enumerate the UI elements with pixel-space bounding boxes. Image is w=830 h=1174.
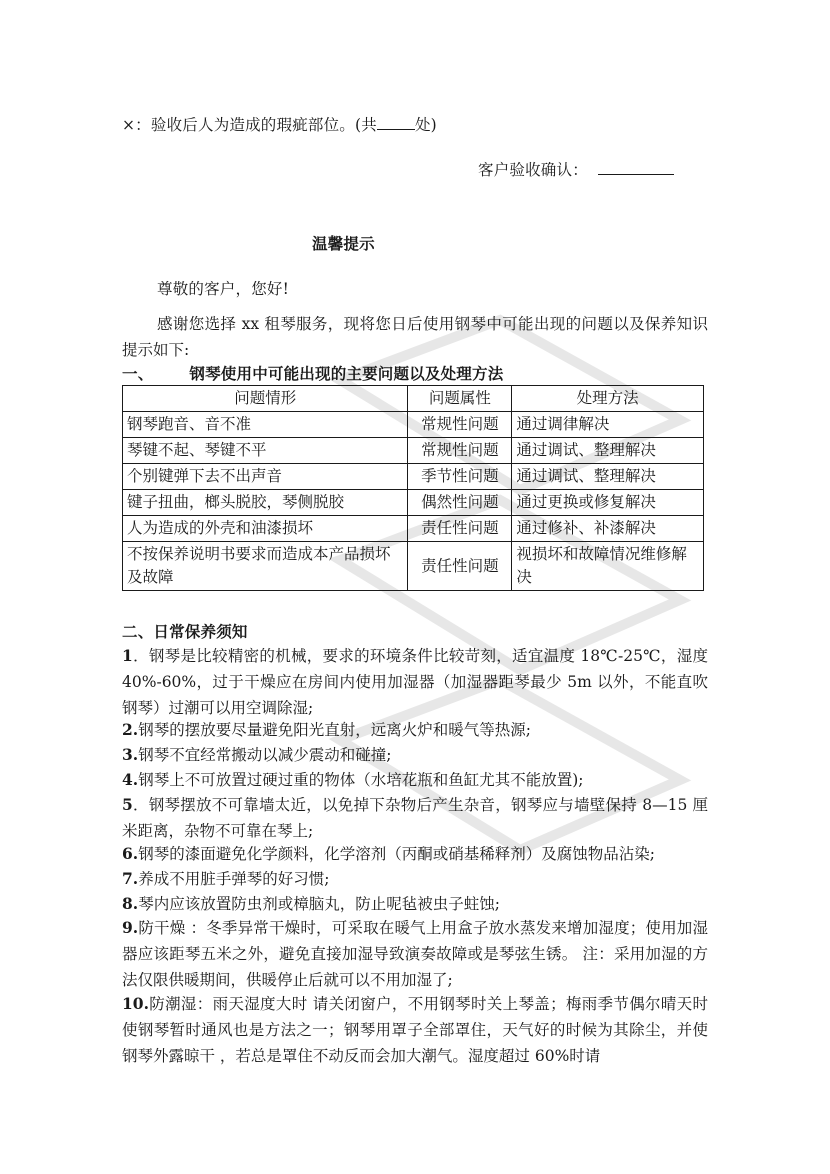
defect-line-suffix: 处) (414, 116, 437, 134)
care-item-7 (122, 866, 708, 892)
section1-heading (122, 362, 503, 384)
cell-situation: 钢琴跑音、音不准 (123, 412, 408, 438)
care-item-text: 防潮湿：雨天湿度大时 请关闭窗户，不用钢琴时关上琴盖；梅雨季节偶尔晴天时使钢琴暂时通风也是方法之一；钢琴用罩子全部罩住，天气好的时候为其除尘，并使钢琴外露晾干 ，若总是罩住不动反而会加大潮气。湿度超过 60%时请 (122, 995, 708, 1065)
cell-solution: 视损坏和故障情况维修解决 (512, 542, 704, 591)
defect-count-blank[interactable] (377, 129, 415, 130)
table-row (123, 412, 704, 438)
care-item-text: 钢琴不宜经常搬动以减少震动和碰撞; (138, 746, 392, 764)
care-item-number: 1 (122, 646, 133, 665)
care-item-text: ．钢琴摆放不可靠墙太近，以免掉下杂物后产生杂音，钢琴应与墙壁保持 8—15 厘米距离，杂物不可靠在琴上; (122, 796, 708, 840)
cell-solution: 通过更换或修复解决 (512, 490, 704, 516)
section1-heading-text: 钢琴使用中可能出现的主要问题以及处理方法 (189, 365, 504, 383)
section1-heading-num: 一、 (122, 365, 154, 383)
cell-type: 责任性问题 (408, 542, 512, 591)
cell-situation: 琴键不起、琴键不平 (123, 438, 408, 464)
cell-type: 季节性问题 (408, 464, 512, 490)
cell-solution: 通过调试、整理解决 (512, 464, 704, 490)
care-item-text: 养成不用脏手弹琴的好习惯; (138, 870, 330, 888)
notice-title: 温馨提示 (312, 235, 375, 253)
customer-signature-blank[interactable] (598, 174, 674, 175)
care-item-number: 6. (122, 844, 139, 863)
customer-confirm-label: 客户验收确认： (478, 161, 588, 179)
care-item-number: 10. (122, 994, 149, 1013)
care-item-5 (122, 792, 708, 844)
table-header-row (123, 386, 704, 412)
care-item-6 (122, 841, 708, 867)
care-item-text: 琴内应该放置防虫剂或樟脑丸，防止呢毡被虫子蛀蚀; (138, 895, 500, 913)
care-item-text: 钢琴的漆面避免化学颜料，化学溶剂（丙酮或硝基稀释剂）及腐蚀物品沾染; (138, 845, 655, 863)
care-item-number: 8. (122, 894, 139, 913)
cell-solution: 通过调律解决 (512, 412, 704, 438)
care-item-3 (122, 742, 708, 768)
cell-type: 常规性问题 (408, 438, 512, 464)
section2-heading: 二、日常保养须知 (122, 623, 248, 641)
cell-type: 责任性问题 (408, 516, 512, 542)
cell-type: 偶然性问题 (408, 490, 512, 516)
care-item-9 (122, 915, 708, 993)
intro-paragraph: 感谢您选择 xx 租琴服务，现将您日后使用钢琴中可能出现的问题以及保养知识提示如下: (122, 315, 708, 359)
table-row (123, 464, 704, 490)
care-item-8 (122, 891, 708, 917)
defect-line-text: ×：验收后人为造成的瑕疵部位。(共 (122, 116, 377, 134)
cell-solution: 通过调试、整理解决 (512, 438, 704, 464)
greeting: 尊敬的客户，您好! (157, 280, 290, 298)
cell-solution: 通过修补、补漆解决 (512, 516, 704, 542)
care-item-number: 7. (122, 869, 139, 888)
care-item-number: 5 (122, 795, 133, 814)
care-item-text: 防干燥 ：冬季异常干燥时，可采取在暖气上用盒子放水蒸发来增加湿度；使用加湿器应该距琴五米之外，避免直接加湿导致演奏故障或是琴弦生锈。 注：采用加湿的方法仅限供暖期间，供暖停止后就可以不用加湿了; (122, 919, 708, 989)
care-item-text: ．钢琴是比较精密的机械，要求的环境条件比较苛刻，适宜温度 18℃-25℃，湿度 40%-60%，过于干燥应在房间内使用加湿器（加湿器距琴最少 5m 以外，不能直吹钢琴）过潮可以用空调除湿; (122, 647, 708, 717)
column-header: 问题属性 (408, 386, 512, 412)
customer-confirm-line (478, 158, 674, 180)
column-header: 问题情形 (123, 386, 408, 412)
issues-table (122, 385, 704, 591)
care-item-number: 3. (122, 745, 139, 764)
cell-situation: 不按保养说明书要求而造成本产品损坏及故障 (123, 542, 408, 591)
care-item-text: 钢琴的摆放要尽量避免阳光直射，远离火炉和暖气等热源; (138, 721, 531, 739)
care-item-4 (122, 767, 708, 793)
table-row (123, 516, 704, 542)
defect-count-line (122, 113, 437, 135)
care-item-text: 钢琴上不可放置过硬过重的物体（水培花瓶和鱼缸尤其不能放置); (138, 771, 584, 789)
care-item-number: 4. (122, 770, 139, 789)
cell-situation: 键子扭曲，榔头脱胶，琴侧脱胶 (123, 490, 408, 516)
table-row (123, 490, 704, 516)
cell-type: 常规性问题 (408, 412, 512, 438)
table-row (123, 542, 704, 591)
care-item-10 (122, 991, 708, 1069)
table-row (123, 438, 704, 464)
cell-situation: 个别键弹下去不出声音 (123, 464, 408, 490)
care-item-number: 2. (122, 720, 139, 739)
care-item-number: 9. (122, 918, 139, 937)
care-item-2 (122, 717, 708, 743)
cell-situation: 人为造成的外壳和油漆损坏 (123, 516, 408, 542)
care-item-1 (122, 643, 708, 721)
column-header: 处理方法 (512, 386, 704, 412)
